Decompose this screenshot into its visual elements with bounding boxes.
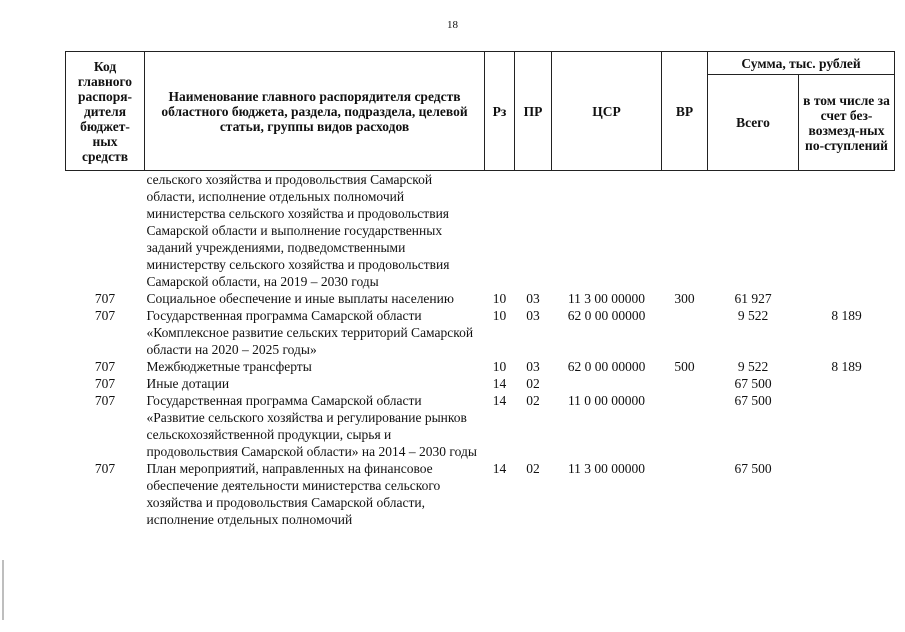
table-row [66,307,895,358]
cell-name: Межбюджетные трансферты [146,359,312,374]
table-row [66,171,895,291]
cell-csr [552,171,662,291]
header-pr: ПР [515,52,552,171]
table-row [66,375,895,392]
cell-csr: 62 0 00 00000 [567,308,646,323]
cell-rz: 10 [492,291,507,306]
cell-code: 707 [94,308,116,323]
cell-pr: 03 [526,359,540,374]
cell-code: 707 [94,461,116,476]
cell-total: 9 522 [737,359,769,374]
cell-vr [662,171,708,291]
cell-pr: 02 [526,461,540,476]
cell-including [799,171,895,291]
cell-name: Социальное обеспечение и иные выплаты населению [146,291,454,306]
cell-vr [662,460,708,528]
header-rz: Рз [485,52,515,171]
header-name: Наименование главного распорядителя средств областного бюджета, раздела, подраздела, целевой статьи, группы видов расходов [145,52,485,171]
cell-name: Государственная программа Самарской области «Развитие сельского хозяйства и регулирование рынков сельскохозяйственной продукции, сырья и продовольствия Самарской области» на 2014 – 2030 годы [146,393,477,459]
cell-including: 8 189 [831,359,862,374]
cell-vr [662,392,708,460]
cell-rz: 10 [492,308,507,323]
header-vr: ВР [662,52,708,171]
cell-name: сельского хозяйства и продовольствия Самарской области, исполнение отдельных полномочий министерства сельского хозяйства и продовольствия Самарской области и выполнение государственных заданий учреждениями, подведомственными министерству сельского хозяйства и продовольствия Самарской области, на 2019 – 2030 годы [146,172,450,289]
table-row [66,460,895,528]
cell-csr: 11 3 00 00000 [567,461,646,476]
cell-code: 707 [94,393,116,408]
cell-pr [515,171,552,291]
header-sum-group: Сумма, тыс. рублей [708,52,895,75]
header-including: в том числе за счет без-возмезд-ных по-ступлений [799,75,895,171]
cell-name: План мероприятий, направленных на финансовое обеспечение деятельности министерства сельского хозяйства и продовольствия Самарской области, исполнение отдельных полномочий [146,461,441,527]
cell-vr [662,307,708,358]
cell-csr [552,375,662,392]
cell-code: 707 [94,291,116,306]
table-row [66,392,895,460]
cell-name: Иные дотации [146,376,230,391]
cell-total [708,171,799,291]
table-row [66,290,895,307]
cell-including: 8 189 [831,308,862,323]
page-number: 18 [447,19,458,31]
table-row [66,358,895,375]
cell-vr [662,375,708,392]
budget-table [65,51,895,528]
cell-vr: 500 [674,359,695,374]
cell-csr: 62 0 00 00000 [567,359,646,374]
cell-rz: 14 [492,393,507,408]
cell-including [799,460,895,528]
cell-pr: 02 [526,393,540,408]
cell-total: 67 500 [734,461,772,476]
header-code: Код главного распоря-дителя бюджет-ных средств [66,52,145,171]
cell-pr: 03 [526,291,540,306]
cell-total: 9 522 [737,308,769,323]
cell-rz: 10 [492,359,507,374]
cell-rz [485,171,515,291]
cell-code: 707 [94,376,116,391]
cell-including [799,375,895,392]
cell-name: Государственная программа Самарской области «Комплексное развитие сельских территорий Самарской области на 2020 – 2025 годы» [146,308,474,357]
header-csr: ЦСР [552,52,662,171]
cell-total: 67 500 [734,376,772,391]
cell-csr: 11 3 00 00000 [567,291,646,306]
cell-including [799,290,895,307]
header-total: Всего [708,75,799,171]
cell-vr: 300 [674,291,695,306]
scan-mark-left [2,560,4,620]
cell-including [799,392,895,460]
cell-rz: 14 [492,376,507,391]
cell-csr: 11 0 00 00000 [567,393,646,408]
cell-pr: 02 [526,376,540,391]
cell-code: 707 [94,359,116,374]
cell-total: 67 500 [734,393,772,408]
cell-total: 61 927 [734,291,772,306]
cell-code [66,171,145,291]
cell-pr: 03 [526,308,540,323]
cell-rz: 14 [492,461,507,476]
